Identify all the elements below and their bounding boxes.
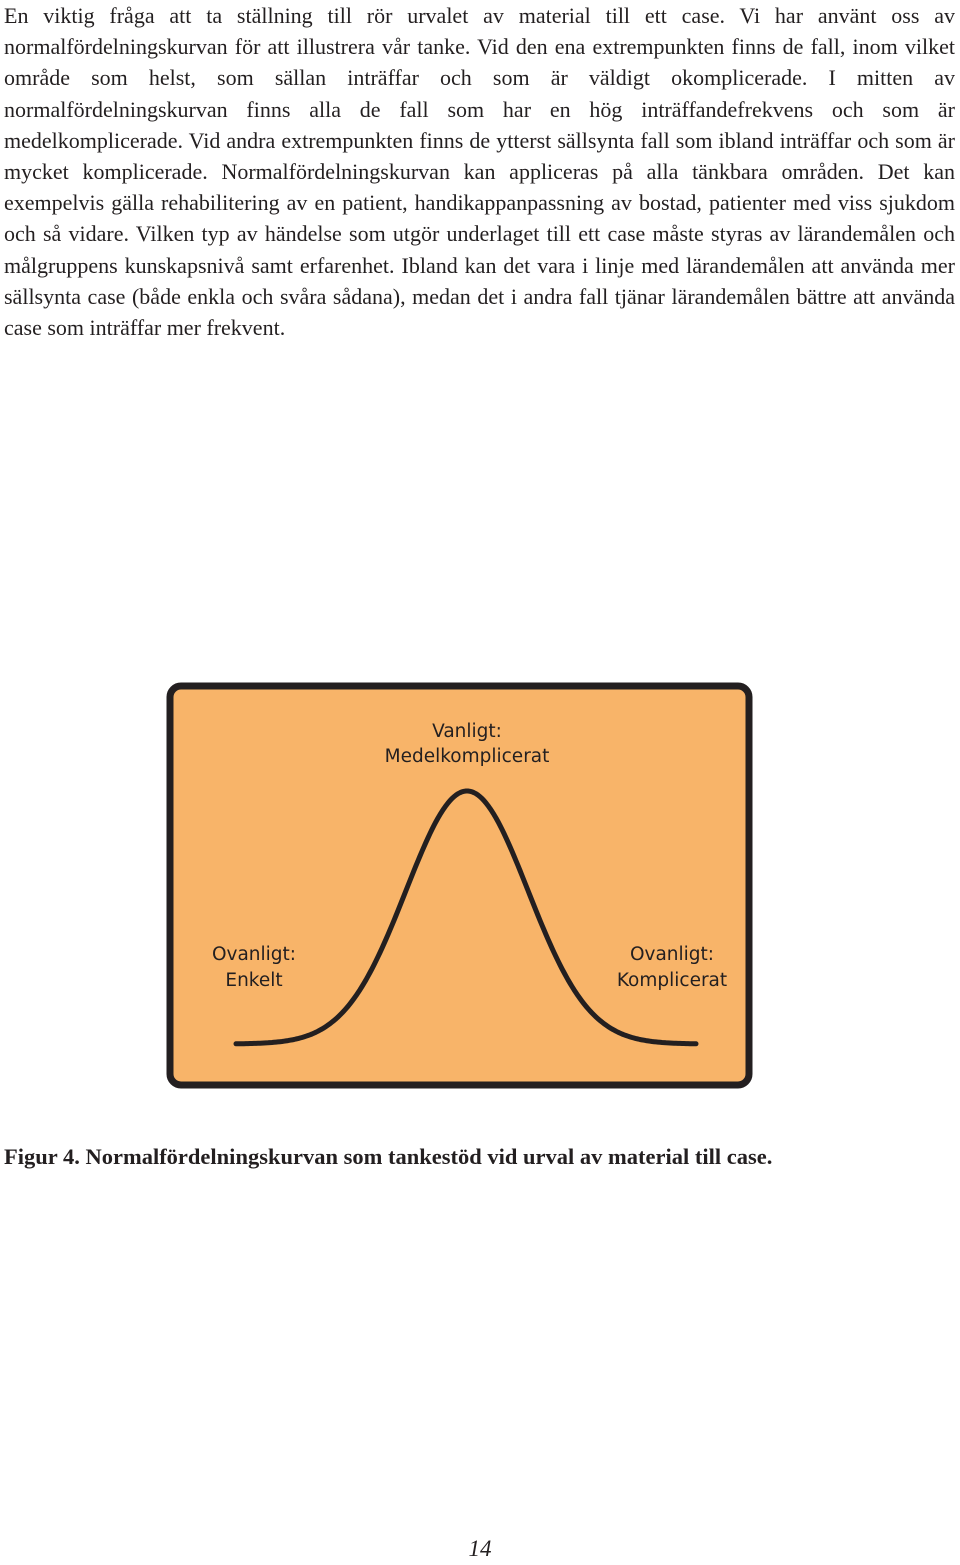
peak-label-line1: Vanligt: — [432, 721, 502, 742]
left-label-line1: Ovanligt: — [211, 944, 297, 965]
right-label-line2: Komplicerat — [616, 970, 728, 991]
right-label-line1: Ovanligt: — [629, 944, 715, 965]
page-number: 14 — [468, 1536, 492, 1561]
figure-caption: Figur 4. Normalfördelningskurvan som tankestöd vid urval av material till case. — [4, 1144, 773, 1169]
body-paragraph: En viktig fråga att ta ställning till rör urvalet av material till ett case. Vi har använt oss av normalfördelningskurvan för att illustrera vår tanke. Vid den ena extrempunkten finns de fall, inom vilket område som helst, som sällan inträffar och som är väldigt okomplicerade. I mitten av normalfördelningskurvan finns alla de fall som har en hög inträffandefrekvens och som är medelkomplicerade. Vid andra extrempunkten finns de ytterst sällsynta fall som ibland inträffar och som är mycket komplicerade. Normalfördelningskurvan kan appliceras på alla tänkbara områden. Det kan exempelvis gälla rehabilitering av en patient, handikappanpassning av bostad, patienter med viss sjukdom och så vidare. Vilken typ av händelse som utgör underlaget till ett case måste styras av lärandemålen och målgruppens kunskapsnivå samt erfarenhet. Ibland kan det vara i linje med lärandemålen att använda mer sällsynta case (både enkla och svåra sådana), medan det i andra fall tjänar lärandemålen bättre att använda case som inträffar mer frekvent. — [4, 3, 955, 341]
figure-canvas — [166, 682, 753, 1089]
peak-label-line2: Medelkomplicerat — [384, 746, 550, 767]
left-label-line2: Enkelt — [225, 970, 283, 991]
normal-distribution-figure — [166, 682, 753, 1089]
